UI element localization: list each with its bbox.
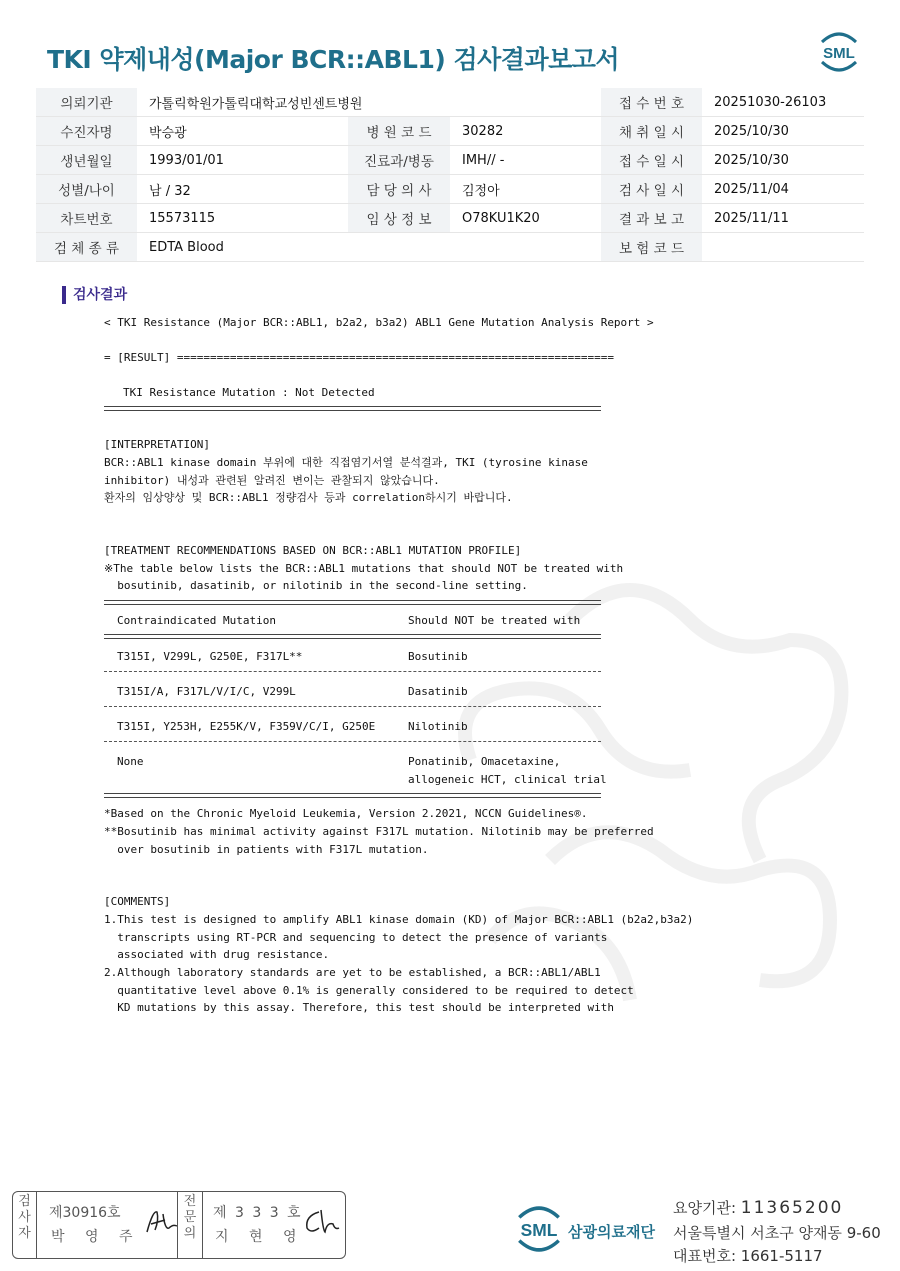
- svg-text:SML: SML: [520, 1219, 558, 1240]
- interpretation-line: inhibitor) 내성과 관련된 알려진 변이는 관찰되지 않았습니다.: [104, 474, 440, 487]
- value-specimen: EDTA Blood: [137, 233, 601, 262]
- divider: [104, 793, 601, 798]
- comment-line: associated with drug resistance.: [104, 948, 330, 961]
- value-receipt-date: 2025/10/30: [702, 146, 864, 175]
- table-row-mutation: T315I, Y253H, E255K/V, F359V/C/I, G250E: [117, 720, 376, 733]
- footnote: **Bosutinib has minimal activity against F317L mutation. Nilotinib may be preferred: [104, 825, 654, 838]
- treatment-note: bosutinib, dasatinib, or nilotinib in the second-line setting.: [104, 579, 528, 592]
- section-title: 검사결과: [62, 286, 127, 304]
- info-row: [36, 88, 864, 117]
- info-row: [36, 117, 864, 146]
- treatment-title: [TREATMENT RECOMMENDATIONS BASED ON BCR::ABL1 MUTATION PROFILE]: [104, 544, 522, 557]
- interpretation-title: [INTERPRETATION]: [104, 438, 210, 451]
- address: 서울특별시 서초구 양재동 9-60: [673, 1224, 881, 1242]
- info-row: [36, 146, 864, 175]
- signature-2: [301, 1206, 341, 1238]
- table-row-drug: allogeneic HCT, clinical trial: [408, 773, 607, 786]
- footnote: over bosutinib in patients with F317L mutation.: [104, 843, 429, 856]
- specialist-name: 지 현 영: [215, 1229, 305, 1245]
- value-receipt-no: 20251030-26103: [702, 88, 864, 117]
- interpretation-line: BCR::ABL1 kinase domain 부위에 대한 직접염기서열 분석결과, TKI (tyrosine kinase: [104, 456, 588, 469]
- info-row: [36, 175, 864, 204]
- label-collection-date: 채 취 일 시: [601, 117, 702, 146]
- comment-line: 1.This test is designed to amplify ABL1 kinase domain (KD) of Major BCR::ABL1 (b2a2,b3a2): [104, 913, 694, 926]
- value-test-date: 2025/11/04: [702, 175, 864, 204]
- report-header: < TKI Resistance (Major BCR::ABL1, b2a2, b3a2) ABL1 Gene Mutation Analysis Report >: [104, 316, 654, 329]
- comments-title: [COMMENTS]: [104, 895, 171, 908]
- label-chart-no: 차트번호: [36, 204, 137, 233]
- value-birth-date: 1993/01/01: [137, 146, 348, 175]
- signature-1: [143, 1206, 179, 1238]
- institution-code: 요양기관: 11365200: [673, 1198, 844, 1218]
- table-row-drug: Nilotinib: [408, 720, 468, 733]
- report-title: TKI 약제내성(Major BCR::ABL1) 검사결과보고서: [47, 45, 620, 74]
- value-department: IMH// -: [450, 146, 601, 175]
- label-clinical-info: 임 상 정 보: [348, 204, 450, 233]
- label-birth-date: 생년월일: [36, 146, 137, 175]
- table-row-drug: Bosutinib: [408, 650, 468, 663]
- label-receipt-no: 접 수 번 호: [601, 88, 702, 117]
- specialist-license-no: 제 3 3 3 호: [213, 1205, 303, 1221]
- value-clinical-info: O78KU1K20: [450, 204, 601, 233]
- table-row-drug: Dasatinib: [408, 685, 468, 698]
- value-requester: 가톨릭학원가톨릭대학교성빈센트병원: [137, 88, 601, 117]
- divider: [104, 671, 601, 672]
- col-header-drug: Should NOT be treated with: [408, 614, 581, 627]
- label-patient-name: 수진자명: [36, 117, 137, 146]
- comment-line: KD mutations by this assay. Therefore, this test should be interpreted with: [104, 1001, 614, 1014]
- info-row: [36, 204, 864, 233]
- treatment-note: ※The table below lists the BCR::ABL1 mutations that should NOT be treated with: [104, 562, 624, 575]
- comment-line: transcripts using RT-PCR and sequencing to detect the presence of variants: [104, 931, 608, 944]
- table-row-drug: Ponatinib, Omacetaxine,: [408, 755, 561, 768]
- sml-logo: [814, 28, 864, 76]
- divider: [104, 741, 601, 742]
- label-insurance-code: 보 험 코 드: [601, 233, 702, 262]
- interpretation-line: 환자의 임상양상 및 BCR::ABL1 정량검사 등과 correlation하시기 바랍니다.: [104, 491, 513, 504]
- signer-label: 검 사 자: [13, 1192, 37, 1258]
- table-row-mutation: T315I, V299L, G250E, F317L**: [117, 650, 303, 663]
- value-patient-name: 박승광: [137, 117, 348, 146]
- signature-box: [12, 1191, 346, 1259]
- table-row-mutation: None: [117, 755, 144, 768]
- label-department: 진료과/병동: [348, 146, 450, 175]
- phone: 대표번호: 1661-5117: [673, 1247, 823, 1265]
- result-label: = [RESULT] ==================================================================: [104, 351, 614, 364]
- divider: [104, 634, 601, 639]
- comment-line: quantitative level above 0.1% is generally considered to be required to detect: [104, 984, 634, 997]
- divider: [104, 600, 601, 605]
- sml-logo-text: SML: [823, 45, 855, 62]
- label-hospital-code: 병 원 코 드: [348, 117, 450, 146]
- signer-name: 박 영 주: [51, 1229, 141, 1245]
- specialist-label: 전 문 의: [177, 1192, 203, 1258]
- col-header-mutation: Contraindicated Mutation: [117, 614, 276, 627]
- label-requester: 의뢰기관: [36, 88, 137, 117]
- sml-logo-footer: [510, 1200, 568, 1258]
- patient-info-table: [36, 88, 864, 262]
- comment-line: 2.Although laboratory standards are yet to be established, a BCR::ABL1/ABL1: [104, 966, 601, 979]
- label-test-date: 검 사 일 시: [601, 175, 702, 204]
- value-collection-date: 2025/10/30: [702, 117, 864, 146]
- info-row: [36, 233, 864, 262]
- value-hospital-code: 30282: [450, 117, 601, 146]
- value-sex-age: 남 / 32: [137, 175, 348, 204]
- value-chart-no: 15573115: [137, 204, 348, 233]
- label-specimen: 검 체 종 류: [36, 233, 137, 262]
- divider: [104, 706, 601, 707]
- signer-license-no: 제30916호: [49, 1205, 121, 1221]
- organization-name: 삼광의료재단: [568, 1223, 655, 1241]
- label-physician: 담 당 의 사: [348, 175, 450, 204]
- value-insurance-code: [702, 233, 864, 262]
- table-row-mutation: T315I/A, F317L/V/I/C, V299L: [117, 685, 296, 698]
- label-receipt-date: 접 수 일 시: [601, 146, 702, 175]
- divider: [104, 406, 601, 411]
- value-report-date: 2025/11/11: [702, 204, 864, 233]
- label-report-date: 결 과 보 고: [601, 204, 702, 233]
- value-physician: 김정아: [450, 175, 601, 204]
- result-text: TKI Resistance Mutation : Not Detected: [123, 386, 375, 399]
- footnote: *Based on the Chronic Myeloid Leukemia, Version 2.2021, NCCN Guidelines®.: [104, 807, 588, 820]
- label-sex-age: 성별/나이: [36, 175, 137, 204]
